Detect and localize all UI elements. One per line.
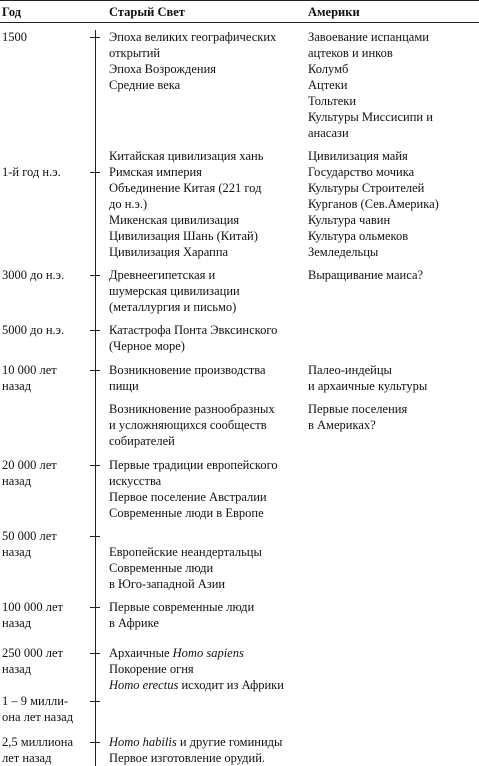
timeline-axis — [95, 30, 96, 766]
timeline-tick — [90, 536, 100, 537]
old-world-cell: Древнеегипетская и шумерская цивилизации (металлургия и письмо) — [109, 268, 240, 314]
timeline-tick — [90, 37, 100, 38]
old-world-cell: Китайская цивилизация хань Римская империя Объединение Китая (221 год до н.э.) Микенская цивилизация Цивилизация Шань (Китай) Цивилизация Хараппа — [109, 149, 264, 259]
year-cell: 20 000 лет назад — [2, 458, 57, 488]
americas-cell: Выращивание маиса? — [308, 268, 424, 282]
header-rule — [0, 22, 479, 23]
timeline-tick — [90, 742, 100, 743]
year-cell: 5000 до н.э. — [2, 323, 65, 337]
italic-line: Homo erectus исходит из Африки — [109, 678, 284, 692]
old-world-cell: Первые современные люди в Африке — [109, 600, 255, 630]
top-rule — [0, 0, 479, 1]
italic-line: Архаичные Homo sapiens — [109, 646, 244, 660]
timeline-tick — [90, 465, 100, 466]
timeline-tick — [90, 607, 100, 608]
old-world-cell: Европейские неандертальцы Современные люди в Юго-западной Азии — [109, 545, 262, 591]
americas-cell: Палео-индейцы и архаичные культуры — [308, 363, 428, 393]
year-cell: 50 000 лет назад — [2, 529, 57, 559]
old-world-cell: Возникновение разнообразных и усложняющихся сообществ собирателей — [109, 402, 275, 448]
year-cell: 100 000 лет назад — [2, 600, 63, 630]
timeline-tick — [90, 275, 100, 276]
year-cell: 10 000 лет назад — [2, 363, 57, 393]
americas-cell: Цивилизация майя Государство мочика Культуры Строителей Курганов (Сев.Америка) Культура чавин Культура ольмеков Земледельцы — [308, 149, 439, 259]
year-cell: 1-й год н.э. — [2, 165, 61, 179]
old-world-cell: Первые традиции европейского искусства Первое поселение Австралии Современные люди в Европе — [109, 458, 278, 520]
timeline-tick — [90, 701, 100, 702]
americas-cell: Первые поселения в Америках? — [308, 402, 408, 432]
italic-line: Homo habilis и другие гоминиды — [109, 735, 283, 749]
timeline-tick — [90, 172, 100, 173]
year-cell: 2,5 миллиона лет назад — [2, 735, 74, 765]
old-world-cell: Возникновение производства пищи — [109, 363, 266, 393]
header-year: Год — [2, 5, 22, 19]
year-cell: 1 – 9 милли- она лет назад — [2, 694, 74, 724]
timeline-tick — [90, 653, 100, 654]
year-cell: 1500 — [2, 30, 27, 44]
timeline-tick — [90, 330, 100, 331]
old-world-cell: Homo habilis и другие гоминиды Первое изготовление орудий. — [109, 735, 283, 765]
timeline-tick — [90, 370, 100, 371]
old-world-cell: Эпоха великих географических открытий Эпоха Возрождения Средние века — [109, 30, 277, 92]
old-world-cell: Архаичные Homo sapiens Покорение огня Homo erectus исходит из Африки — [109, 646, 284, 692]
year-cell: 250 000 лет назад — [2, 646, 63, 676]
header-old-world: Старый Свет — [109, 5, 185, 19]
old-world-cell: Катастрофа Понта Эвксинского (Черное море) — [109, 323, 278, 353]
americas-cell: Завоевание испанцами ацтеков и инков Колумб Ацтеки Тольтеки Культуры Миссисипи и анасази — [308, 30, 433, 140]
header-americas: Америки — [308, 5, 360, 19]
year-cell: 3000 до н.э. — [2, 268, 65, 282]
